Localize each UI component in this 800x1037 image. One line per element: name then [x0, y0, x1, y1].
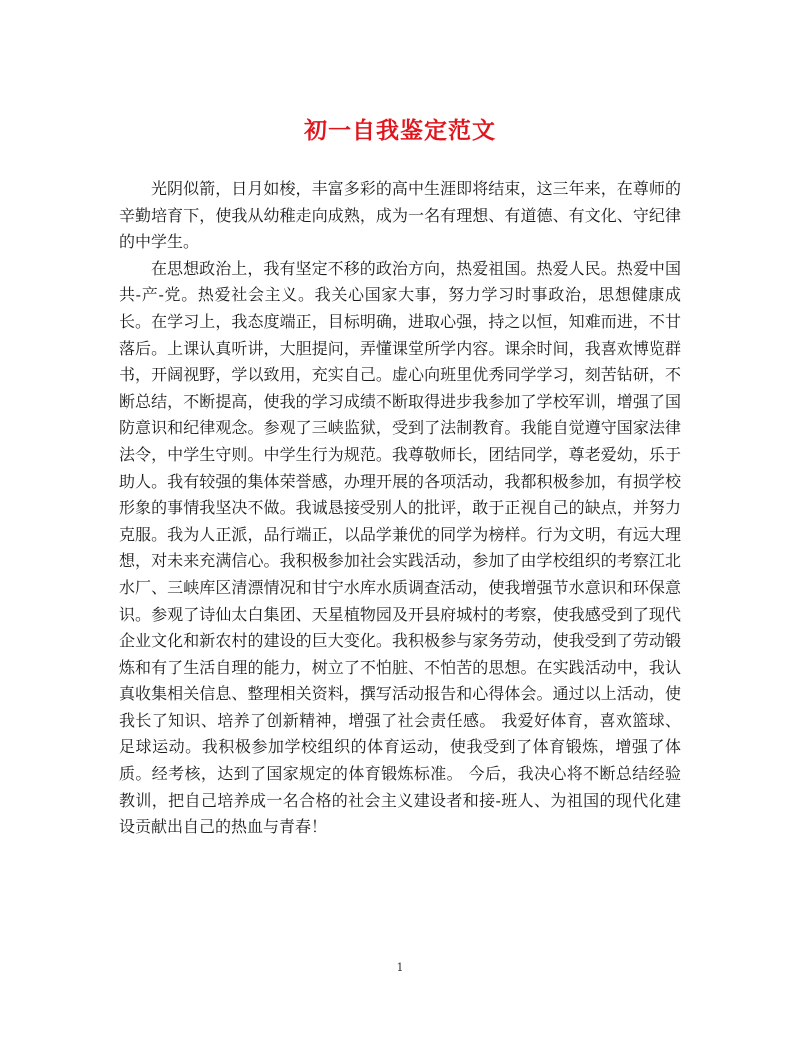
document-title: 初一自我鉴定范文: [304, 117, 496, 144]
paragraph-main: 在思想政治上，我有坚定不移的政治方向，热爱祖国。热爱人民。热爱中国共-产-党。热爱社会主义。我关心国家大事，努力学习时事政治，思想健康成长。在学习上，我态度端正，目标明确，进取心强，持之以恒，知难而进，不甘落后。上课认真听讲，大胆提问，弄懂课堂所学内容。课余时间，我喜欢博览群书，开阔视野，学以致用，充实自己。虚心向班里优秀同学学习，刻苦钻研，不断总结，不断提高，使我的学习成绩不断取得进步我参加了学校军训，增强了国防意识和纪律观念。参观了三峡监狱，受到了法制教育。我能自觉遵守国家法律法令，中学生守则。中学生行为规范。我尊敬师长，团结同学，尊老爱幼，乐于助人。我有较强的集体荣誉感，办理开展的各项活动，我都积极参加，有损学校形象的事情我坚决不做。我诚恳接受别人的批评，敢于正视自己的缺点，并努力克服。我为人正派，品行端正，以品学兼优的同学为榜样。行为文明，有远大理想，对未来充满信心。我积极参加社会实践活动，参加了由学校组织的考察江北水厂、三峡库区清漂情况和甘宁水库水质调查活动，使我增强节水意识和环保意识。参观了诗仙太白集团、天星植物园及开县府城村的考察，使我感受到了现代企业文化和新农村的建设的巨大变化。我积极参与家务劳动，使我受到了劳动锻炼和有了生活自理的能力，树立了不怕脏、不怕苦的思想。在实践活动中，我认真收集相关信息、整理相关资料，撰写活动报告和心得体会。通过以上活动，使我长了知识、培养了创新精神，增强了社会责任感。 我爱好体育，喜欢篮球、足球运动。我积极参加学校组织的体育运动，使我受到了体育锻炼，增强了体质。经考核，达到了国家规定的体育锻炼标准。 今后，我决心将不断总结经验教训，把自己培养成一名合格的社会主义建设者和接-班人、为祖国的现代化建设贡献出自己的热血与青春！: [119, 258, 681, 837]
page-number: 1: [396, 961, 404, 974]
paragraph-intro: 光阴似箭，日月如梭，丰富多彩的高中生涯即将结束，这三年来，在尊师的辛勤培育下，使我从幼稚走向成熟，成为一名有理想、有道德、有文化、守纪律的中学生。: [119, 179, 681, 252]
document-body: [119, 176, 681, 841]
